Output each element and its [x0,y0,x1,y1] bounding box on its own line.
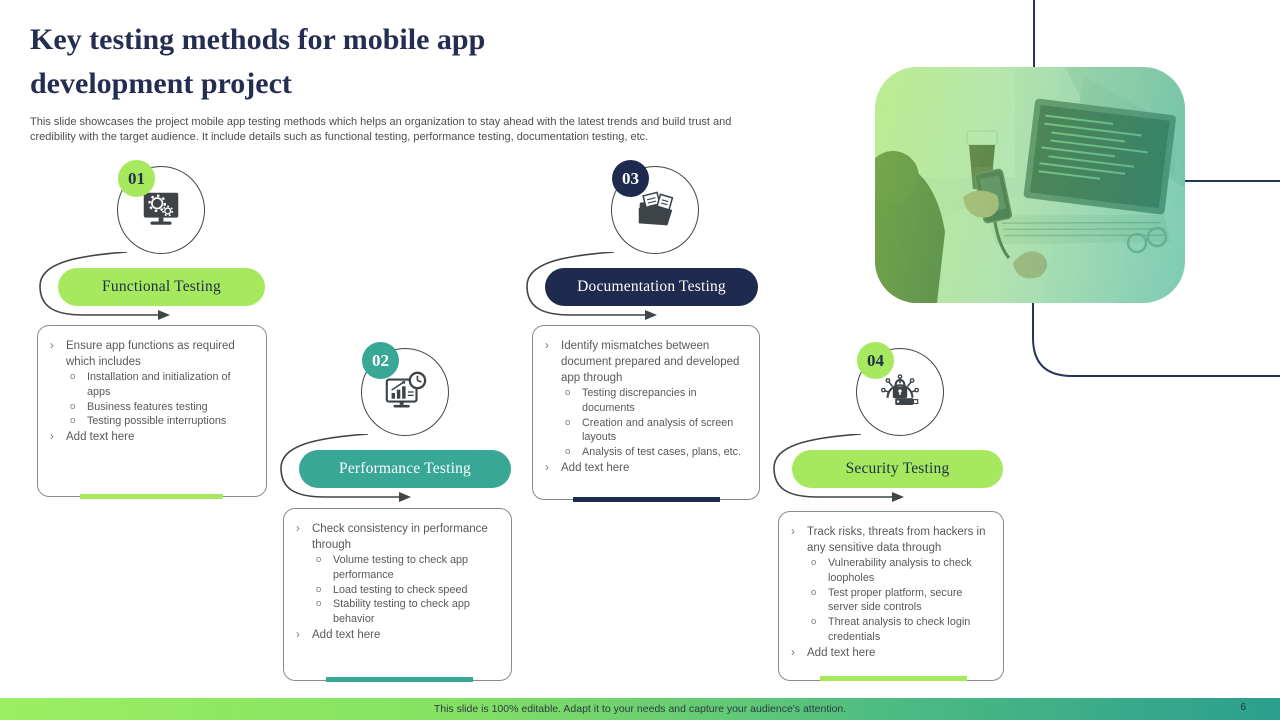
sub-bullet-text: Vulnerability analysis to check loopholes [828,557,972,584]
decor-curve-line [1032,300,1280,380]
chevron-bullet: › [50,340,54,352]
circle-bullet: o [565,446,571,458]
chevron-bullet: › [791,526,795,538]
method1-number: 01 [128,168,145,188]
method4-number-badge [857,342,894,379]
method1-accent-bar [80,494,223,499]
footer-bar [0,698,1280,720]
method3-number-badge [612,160,649,197]
method2-label-pill [299,450,511,488]
sub-bullet-text: Installation and initialization of apps [87,371,231,398]
circle-bullet: o [565,416,571,428]
method4-label: Security Testing [845,460,950,477]
method2-label: Performance Testing [339,460,471,477]
method4-accent-bar [820,676,967,681]
method1-detail-card [37,325,267,497]
add-text-placeholder[interactable]: Add text here [561,461,630,474]
method3-number: 03 [622,168,639,188]
add-text-placeholder[interactable]: Add text here [312,628,381,641]
add-text-placeholder[interactable]: Add text here [66,431,135,444]
method4-label-pill [792,450,1003,488]
add-text-placeholder[interactable]: Add text here [807,646,876,659]
method3-detail-card [532,325,760,500]
sub-bullet-text: Creation and analysis of screen layouts [582,416,734,444]
page-title: Key testing methods for mobile app development project [30,23,486,100]
method1-label: Functional Testing [102,278,221,295]
circle-bullet: o [811,557,817,568]
method1-number-badge [118,160,155,197]
circle-bullet: o [811,616,817,628]
decor-vertical-line [1033,0,1035,70]
sub-bullet-text: Threat analysis to check login credentials [828,616,971,643]
circle-bullet: o [316,583,322,595]
bullet-text: Check consistency in performance through [312,523,488,551]
method4-number: 04 [867,350,884,370]
sub-bullet-text: Volume testing to check app performance [333,554,469,581]
chevron-bullet: › [296,523,300,535]
method3-label: Documentation Testing [577,278,726,295]
developer-coding-on-laptop-photo [875,67,1185,303]
page-number: 6 [1240,702,1246,713]
sub-bullet-text: Analysis of test cases, plans, etc. [582,446,742,459]
bullet-text: Ensure app functions as required which includes [66,340,235,368]
photo-green-overlay [875,67,1185,303]
circle-bullet: o [811,586,817,598]
sub-bullet-text: Load testing to check speed [333,583,468,596]
circle-bullet: o [70,371,76,382]
chevron-bullet: › [545,340,549,352]
sub-bullet-text: Test proper platform, secure server side controls [828,586,963,614]
bullet-text: Identify mismatches between document prepared and developed app through [561,340,740,384]
circle-bullet: o [70,400,76,412]
decor-horizontal-line [1185,180,1280,182]
circle-bullet: o [70,415,76,427]
sub-bullet-text: Testing discrepancies in documents [582,387,697,414]
method1-label-pill [58,268,265,306]
method2-detail-card [283,508,512,681]
sub-bullet-text: Business features testing [87,400,208,413]
circle-bullet: o [316,554,322,565]
method3-label-pill [545,268,758,306]
circle-bullet: o [316,598,322,610]
chevron-bullet: › [50,431,54,444]
chevron-bullet: › [296,628,300,641]
sub-bullet-text: Testing possible interruptions [87,415,227,428]
method2-accent-bar [326,677,473,682]
bullet-text: Track risks, threats from hackers in any sensitive data through [807,526,986,554]
method3-accent-bar [573,497,720,502]
method4-detail-card [778,511,1004,681]
method2-number-badge [362,342,399,379]
circle-bullet: o [565,387,571,398]
chevron-bullet: › [545,461,549,474]
method2-number: 02 [372,350,389,370]
footer-note: This slide is 100% editable. Adapt it to your needs and capture your audience's attention. [433,703,847,715]
chevron-bullet: › [791,646,795,659]
sub-bullet-text: Stability testing to check app behavior [333,598,470,626]
slide-description: This slide showcases the project mobile app testing methods which helps an organization to stay ahead with the latest trends and build trust and credibility with the target audience. It include details such as functional testing, performance testing, documentation testing, etc. [30,116,732,143]
